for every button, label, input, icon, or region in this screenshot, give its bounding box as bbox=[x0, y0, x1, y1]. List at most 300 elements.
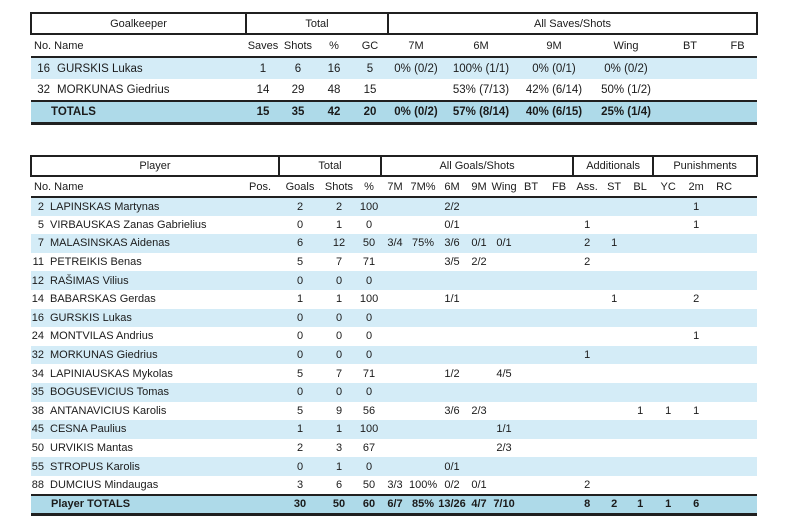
totals-cell: 1 bbox=[627, 495, 653, 515]
goalkeeper-name-cell bbox=[31, 57, 246, 79]
player-name-cell bbox=[31, 364, 241, 383]
cell-pos bbox=[241, 271, 279, 290]
cell-bl: 1 bbox=[637, 404, 644, 417]
gk-group-header-row bbox=[31, 13, 757, 34]
cell-rc bbox=[709, 383, 739, 402]
pad-cell bbox=[739, 216, 757, 235]
cell-bl bbox=[627, 309, 653, 328]
cell-shots: 1 bbox=[321, 457, 357, 476]
cell-yc bbox=[653, 346, 683, 365]
cell-shots: 0 bbox=[335, 330, 343, 343]
cell-shots: 12 bbox=[321, 234, 357, 253]
cell-7m-percent bbox=[409, 216, 437, 235]
cell-bl bbox=[627, 253, 653, 272]
cell-yc bbox=[653, 309, 683, 328]
cell-7m bbox=[381, 402, 409, 421]
cell-wing bbox=[491, 197, 517, 216]
cell-yc bbox=[653, 476, 683, 495]
cell-7m-percent bbox=[409, 309, 437, 328]
cell-assists bbox=[573, 197, 601, 216]
column-header: FB bbox=[545, 176, 573, 197]
goalkeeper-table bbox=[30, 12, 758, 125]
player-number: 7 bbox=[37, 237, 44, 250]
cell-wing: 50% (1/2) bbox=[601, 83, 651, 96]
cell-2m: 1 bbox=[683, 197, 709, 216]
pad-cell bbox=[739, 234, 757, 253]
player-number: 38 bbox=[31, 404, 44, 417]
cell-bt bbox=[517, 457, 545, 476]
cell-9m bbox=[467, 327, 491, 346]
player-number: 55 bbox=[31, 460, 44, 473]
cell-9m: 0/1 bbox=[471, 478, 487, 491]
cell-saves: 14 bbox=[256, 83, 270, 96]
cell-7m bbox=[381, 253, 409, 272]
cell-7m bbox=[381, 364, 409, 383]
cell-bt bbox=[517, 402, 545, 421]
cell-goals: 1 bbox=[296, 293, 304, 306]
cell-shots: 6 bbox=[280, 57, 316, 79]
cell-7m-percent bbox=[409, 457, 437, 476]
goalkeeper-name: MORKUNAS Giedrius bbox=[57, 83, 170, 96]
pad-cell bbox=[739, 420, 757, 439]
cell-bt bbox=[517, 327, 545, 346]
cell-7m bbox=[381, 309, 409, 328]
cell-7m-percent bbox=[409, 383, 437, 402]
cell-pos bbox=[241, 216, 279, 235]
player-number: 16 bbox=[31, 311, 44, 324]
cell-percent: 0 bbox=[365, 218, 373, 231]
goalkeeper-row bbox=[31, 79, 757, 101]
cell-assists bbox=[573, 309, 601, 328]
cell-wing bbox=[491, 327, 517, 346]
cell-pos bbox=[241, 439, 279, 458]
cell-9m: 0/1 bbox=[467, 234, 491, 253]
cell-9m bbox=[467, 364, 491, 383]
cell-st bbox=[601, 457, 627, 476]
cell-bt bbox=[517, 197, 545, 216]
cell-7m-percent bbox=[409, 327, 437, 346]
cell-bt bbox=[662, 79, 718, 101]
cell-st: 1 bbox=[611, 293, 618, 306]
column-header: 9M bbox=[518, 34, 590, 57]
column-header: 6M bbox=[444, 34, 518, 57]
cell-7m-percent bbox=[409, 290, 437, 309]
player-name: RAŠIMAS Vilius bbox=[50, 274, 129, 287]
cell-7m bbox=[381, 439, 409, 458]
cell-7m-percent bbox=[409, 402, 437, 421]
cell-st bbox=[601, 253, 627, 272]
cell-yc: 1 bbox=[665, 404, 672, 417]
player-number: 5 bbox=[37, 218, 44, 231]
player-name-cell bbox=[31, 346, 241, 365]
cell-fb bbox=[718, 79, 757, 101]
cell-pos bbox=[241, 476, 279, 495]
pad-cell bbox=[739, 346, 757, 365]
pl-column-header-row bbox=[31, 176, 757, 197]
cell-bt bbox=[517, 420, 545, 439]
cell-bt bbox=[517, 290, 545, 309]
cell-rc bbox=[709, 402, 739, 421]
cell-6m bbox=[437, 439, 467, 458]
totals-cell: 42 bbox=[316, 101, 352, 123]
header-no-name: No. Name bbox=[31, 176, 241, 197]
cell-2m: 1 bbox=[693, 218, 700, 231]
cell-pos bbox=[241, 197, 279, 216]
cell-9m bbox=[467, 290, 491, 309]
column-header: 6M bbox=[437, 176, 467, 197]
cell-assists bbox=[573, 271, 601, 290]
goalkeeper-number: 32 bbox=[37, 83, 50, 96]
player-name-cell bbox=[31, 290, 241, 309]
cell-2m: 1 bbox=[693, 330, 700, 343]
cell-percent: 71 bbox=[362, 367, 376, 380]
cell-gc: 15 bbox=[363, 83, 377, 96]
cell-7m-percent bbox=[409, 364, 437, 383]
totals-cell bbox=[709, 495, 739, 515]
cell-fb bbox=[545, 290, 573, 309]
cell-fb bbox=[545, 234, 573, 253]
cell-rc bbox=[709, 253, 739, 272]
group-player: Player bbox=[31, 156, 279, 176]
cell-bt bbox=[517, 309, 545, 328]
cell-rc bbox=[709, 309, 739, 328]
cell-goals: 0 bbox=[296, 218, 304, 231]
cell-2m bbox=[683, 420, 709, 439]
cell-bl bbox=[627, 439, 653, 458]
totals-cell: 8 bbox=[573, 495, 601, 515]
player-row bbox=[31, 439, 757, 458]
player-name-cell bbox=[31, 216, 241, 235]
column-header: Pos. bbox=[241, 176, 279, 197]
cell-pos bbox=[241, 346, 279, 365]
cell-st bbox=[601, 420, 627, 439]
player-name-cell bbox=[31, 402, 241, 421]
cell-rc bbox=[709, 290, 739, 309]
column-header: FB bbox=[718, 34, 757, 57]
column-header: YC bbox=[653, 176, 683, 197]
column-header: Wing bbox=[491, 176, 517, 197]
player-table bbox=[30, 155, 758, 516]
cell-2m bbox=[683, 457, 709, 476]
column-header: BL bbox=[627, 176, 653, 197]
player-number: 50 bbox=[31, 442, 44, 455]
pad-cell bbox=[739, 271, 757, 290]
totals-cell: 25% (1/4) bbox=[590, 101, 662, 123]
player-name: MORKUNAS Giedrius bbox=[50, 349, 158, 362]
cell-pos bbox=[241, 234, 279, 253]
cell-7m bbox=[381, 290, 409, 309]
cell-6m bbox=[437, 420, 467, 439]
cell-percent: 0 bbox=[357, 457, 381, 476]
cell-pos bbox=[241, 457, 279, 476]
cell-bt bbox=[517, 364, 545, 383]
player-row bbox=[31, 476, 757, 495]
totals-cell: 1 bbox=[653, 495, 683, 515]
cell-goals: 5 bbox=[296, 367, 304, 380]
cell-shots: 1 bbox=[335, 218, 343, 231]
cell-goals: 0 bbox=[279, 383, 321, 402]
player-name: GURSKIS Lukas bbox=[50, 311, 132, 324]
cell-percent: 0 bbox=[357, 383, 381, 402]
cell-bl bbox=[627, 290, 653, 309]
pad-cell bbox=[739, 457, 757, 476]
player-number: 11 bbox=[32, 256, 44, 269]
cell-rc bbox=[709, 457, 739, 476]
cell-fb bbox=[545, 346, 573, 365]
cell-pos bbox=[241, 290, 279, 309]
pad-cell bbox=[739, 364, 757, 383]
cell-6m: 3/6 bbox=[437, 234, 467, 253]
pad-cell bbox=[739, 439, 757, 458]
totals-cell: 30 bbox=[279, 495, 321, 515]
cell-percent: 100 bbox=[357, 420, 381, 439]
cell-bt bbox=[517, 216, 545, 235]
cell-7m-percent bbox=[409, 271, 437, 290]
cell-7m bbox=[381, 216, 409, 235]
cell-assists: 2 bbox=[573, 234, 601, 253]
cell-6m: 3/6 bbox=[444, 404, 460, 417]
cell-fb bbox=[545, 457, 573, 476]
totals-cell: 57% (8/14) bbox=[444, 101, 518, 123]
cell-bl bbox=[627, 346, 653, 365]
cell-fb bbox=[545, 402, 573, 421]
player-name: MALASINSKAS Aidenas bbox=[50, 237, 170, 250]
cell-gc: 5 bbox=[352, 57, 388, 79]
player-number: 88 bbox=[31, 478, 44, 491]
cell-percent: 56 bbox=[362, 404, 376, 417]
player-number: 12 bbox=[31, 274, 44, 287]
player-name-cell bbox=[31, 420, 241, 439]
player-number: 14 bbox=[31, 293, 44, 306]
cell-rc bbox=[709, 234, 739, 253]
cell-goals: 0 bbox=[279, 457, 321, 476]
group-total: Total bbox=[246, 13, 388, 34]
cell-6m bbox=[437, 346, 467, 365]
cell-2m bbox=[683, 234, 709, 253]
player-row bbox=[31, 253, 757, 272]
cell-9m bbox=[467, 309, 491, 328]
cell-7m bbox=[381, 327, 409, 346]
cell-percent: 0 bbox=[357, 346, 381, 365]
cell-9m bbox=[467, 197, 491, 216]
cell-7m bbox=[381, 197, 409, 216]
cell-7m: 3/4 bbox=[381, 234, 409, 253]
cell-goals: 2 bbox=[296, 442, 304, 455]
cell-assists: 2 bbox=[584, 256, 591, 269]
cell-9m bbox=[467, 383, 491, 402]
player-row bbox=[31, 271, 757, 290]
column-header: BT bbox=[517, 176, 545, 197]
cell-bl bbox=[627, 383, 653, 402]
cell-st bbox=[601, 346, 627, 365]
cell-9m: 2/3 bbox=[471, 404, 487, 417]
cell-bt bbox=[517, 234, 545, 253]
pl-group-header-row bbox=[31, 156, 757, 176]
cell-goals: 5 bbox=[296, 256, 304, 269]
column-header: 7M% bbox=[409, 176, 437, 197]
cell-fb bbox=[545, 383, 573, 402]
column-header: 9M bbox=[467, 176, 491, 197]
cell-7m bbox=[381, 457, 409, 476]
cell-st bbox=[601, 364, 627, 383]
cell-fb bbox=[718, 57, 757, 79]
cell-wing bbox=[491, 476, 517, 495]
cell-2m bbox=[683, 271, 709, 290]
cell-9m: 42% (6/14) bbox=[525, 83, 583, 96]
cell-bt bbox=[517, 271, 545, 290]
cell-wing: 0/1 bbox=[491, 234, 517, 253]
cell-st bbox=[601, 476, 627, 495]
cell-6m: 100% (1/1) bbox=[444, 57, 518, 79]
cell-wing bbox=[491, 290, 517, 309]
cell-yc bbox=[653, 420, 683, 439]
cell-fb bbox=[545, 253, 573, 272]
group-goalkeeper: Goalkeeper bbox=[31, 13, 246, 34]
cell-7m-percent bbox=[409, 420, 437, 439]
header-no-name: No. Name bbox=[31, 34, 246, 57]
cell-wing bbox=[491, 216, 517, 235]
cell-bt bbox=[517, 253, 545, 272]
cell-bl bbox=[627, 271, 653, 290]
cell-st bbox=[601, 197, 627, 216]
pad-cell bbox=[739, 383, 757, 402]
cell-7m bbox=[388, 79, 444, 101]
cell-wing bbox=[491, 309, 517, 328]
cell-6m: 0/2 bbox=[444, 478, 460, 491]
cell-percent: 16 bbox=[316, 57, 352, 79]
cell-pos bbox=[241, 402, 279, 421]
cell-wing bbox=[491, 253, 517, 272]
cell-6m: 2/2 bbox=[437, 197, 467, 216]
player-name: BOGUSEVICIUS Tomas bbox=[50, 386, 169, 399]
cell-bt bbox=[517, 476, 545, 495]
totals-cell: 60 bbox=[357, 495, 381, 515]
column-header: % bbox=[316, 34, 352, 57]
player-row bbox=[31, 402, 757, 421]
cell-saves: 1 bbox=[246, 57, 280, 79]
cell-goals: 1 bbox=[279, 420, 321, 439]
cell-assists bbox=[573, 327, 601, 346]
cell-shots: 0 bbox=[321, 346, 357, 365]
player-row bbox=[31, 197, 757, 216]
goalkeeper-name-cell bbox=[31, 79, 246, 101]
player-row bbox=[31, 290, 757, 309]
cell-bt bbox=[517, 439, 545, 458]
pad-column bbox=[739, 176, 757, 197]
cell-goals: 0 bbox=[279, 346, 321, 365]
cell-bt bbox=[517, 383, 545, 402]
player-row bbox=[31, 420, 757, 439]
cell-7m-percent: 75% bbox=[409, 234, 437, 253]
totals-cell: 6/7 bbox=[381, 495, 409, 515]
player-row bbox=[31, 346, 757, 365]
player-name: LAPINSKAS Martynas bbox=[50, 200, 160, 213]
cell-shots: 1 bbox=[321, 420, 357, 439]
cell-goals: 0 bbox=[296, 330, 304, 343]
player-number: 45 bbox=[31, 423, 44, 436]
cell-bl bbox=[627, 327, 653, 346]
group-additionals: Additionals bbox=[573, 156, 653, 176]
cell-goals: 3 bbox=[296, 478, 304, 491]
cell-6m: 0/1 bbox=[444, 218, 460, 231]
totals-cell bbox=[545, 495, 573, 515]
cell-wing bbox=[491, 271, 517, 290]
cell-7m-percent bbox=[409, 439, 437, 458]
cell-7m-percent bbox=[409, 253, 437, 272]
cell-shots: 0 bbox=[321, 271, 357, 290]
player-row bbox=[31, 457, 757, 476]
cell-shots: 6 bbox=[335, 478, 343, 491]
totals-cell: 7/10 bbox=[491, 495, 517, 515]
cell-assists bbox=[573, 457, 601, 476]
player-number: 24 bbox=[31, 330, 44, 343]
player-name-cell bbox=[31, 197, 241, 216]
cell-wing: 4/5 bbox=[496, 367, 512, 380]
cell-goals: 6 bbox=[279, 234, 321, 253]
cell-9m: 0% (0/1) bbox=[518, 57, 590, 79]
cell-st bbox=[601, 216, 627, 235]
pad-cell bbox=[739, 197, 757, 216]
player-name: VIRBAUSKAS Zanas Gabrielius bbox=[50, 218, 207, 231]
cell-rc bbox=[709, 476, 739, 495]
totals-cell: 15 bbox=[246, 101, 280, 123]
cell-2m bbox=[683, 309, 709, 328]
player-name-cell bbox=[31, 271, 241, 290]
totals-cell: 6 bbox=[683, 495, 709, 515]
totals-cell: 4/7 bbox=[467, 495, 491, 515]
cell-shots: 2 bbox=[321, 197, 357, 216]
totals-cell: 20 bbox=[352, 101, 388, 123]
pad-cell bbox=[739, 327, 757, 346]
cell-rc bbox=[709, 271, 739, 290]
totals-cell: 40% (6/15) bbox=[518, 101, 590, 123]
cell-wing: 1/1 bbox=[491, 420, 517, 439]
group-punishments: Punishments bbox=[653, 156, 757, 176]
cell-assists: 1 bbox=[584, 218, 591, 231]
cell-2m bbox=[683, 346, 709, 365]
player-number: 32 bbox=[31, 349, 44, 362]
cell-7m bbox=[381, 420, 409, 439]
cell-percent: 0 bbox=[365, 330, 373, 343]
cell-wing bbox=[491, 457, 517, 476]
cell-bl bbox=[627, 364, 653, 383]
cell-6m bbox=[437, 327, 467, 346]
cell-bl bbox=[627, 197, 653, 216]
pad-cell bbox=[739, 402, 757, 421]
column-header: Shots bbox=[280, 34, 316, 57]
player-row bbox=[31, 309, 757, 328]
cell-7m: 3/3 bbox=[387, 478, 403, 491]
cell-9m bbox=[467, 346, 491, 365]
cell-7m bbox=[381, 271, 409, 290]
cell-rc bbox=[709, 364, 739, 383]
player-name-cell bbox=[31, 383, 241, 402]
player-number: 34 bbox=[31, 367, 44, 380]
pad-cell bbox=[739, 476, 757, 495]
goalkeeper-row bbox=[31, 57, 757, 79]
player-name: LAPINIAUSKAS Mykolas bbox=[50, 367, 173, 380]
totals-cell bbox=[241, 495, 279, 515]
cell-assists: 2 bbox=[584, 478, 591, 491]
player-name: PETREIKIS Benas bbox=[50, 256, 142, 269]
cell-9m: 2/2 bbox=[471, 256, 487, 269]
column-header: Ass. bbox=[573, 176, 601, 197]
player-name: STROPUS Karolis bbox=[50, 460, 140, 473]
cell-st bbox=[601, 271, 627, 290]
cell-bl bbox=[627, 234, 653, 253]
cell-rc bbox=[709, 216, 739, 235]
cell-shots: 1 bbox=[335, 293, 343, 306]
